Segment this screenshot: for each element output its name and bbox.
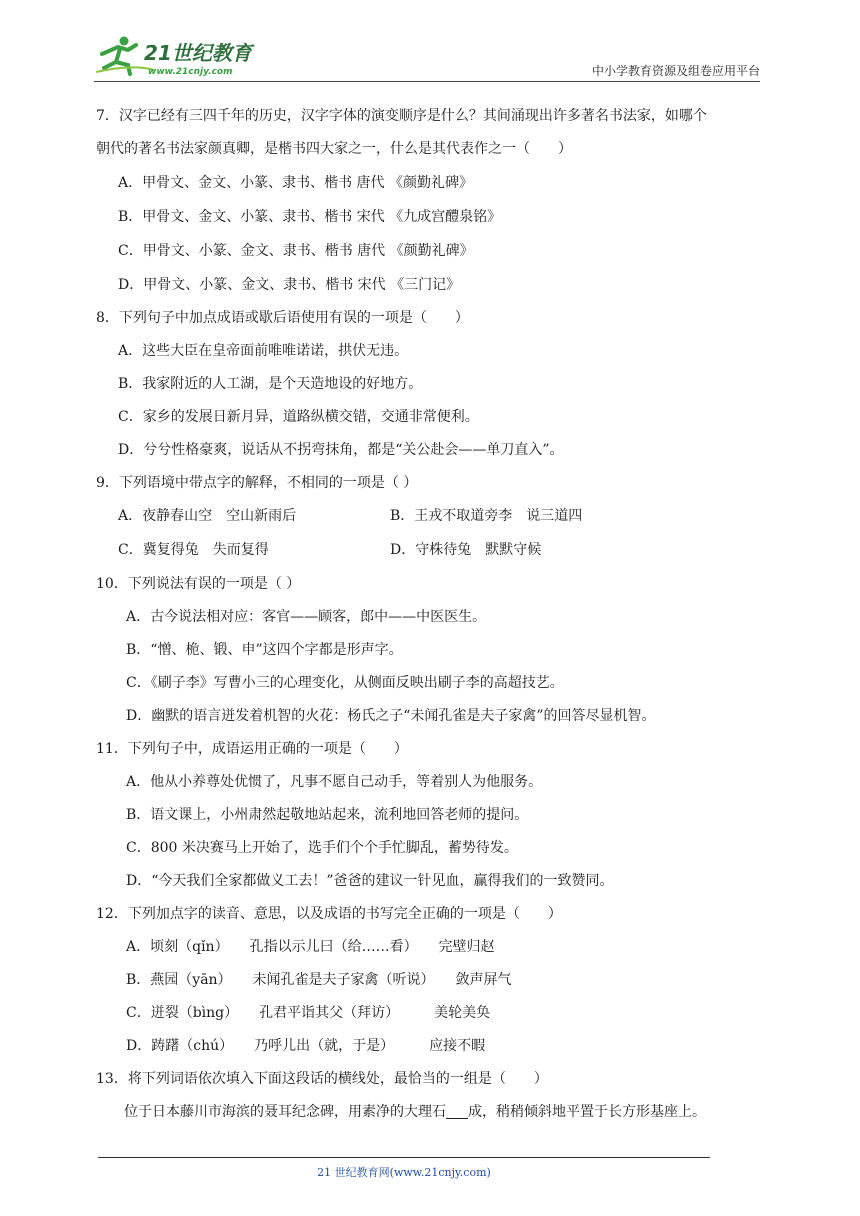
question-8 (96, 308, 762, 460)
question-7 (96, 106, 762, 295)
option-a: A．甲骨文、金文、小篆、隶书、楷书 唐代 《颜勤礼碑》 (118, 175, 474, 191)
fill-blank (446, 1104, 468, 1119)
options-row-1 (96, 506, 762, 526)
footer-text: 21 世纪教育网(www.21cnjy.com) (317, 1166, 491, 1179)
option-c: C．迸裂（bìng） 孔君平诣其父（拜访） 美轮美奂 (126, 1005, 491, 1021)
question-stem: 13．将下列词语依次填入下面这段话的横线处，最恰当的一组是（ ） (96, 1071, 548, 1087)
option-c: C．《刷子李》写曹小三的心理变化，从侧面反映出刷子李的高超技艺。 (126, 675, 564, 691)
option-b: B．甲骨文、金文、小篆、隶书、楷书 宋代 《九成宫醴泉铭》 (118, 209, 502, 225)
header-divider (94, 81, 760, 82)
question-stem-cont: 朝代的著名书法家颜真卿，是楷书四大家之一，什么是其代表作之一（ ） (96, 141, 572, 157)
question-10 (96, 574, 762, 726)
question-passage (96, 1102, 762, 1122)
question-stem: 12．下列加点字的读音、意思，以及成语的书写完全正确的一项是（ ） (96, 906, 562, 922)
option-d: D．甲骨文、小篆、金文、隶书、楷书 宋代 《三门记》 (118, 277, 461, 293)
option-d: D．“今天我们全家都做义工去！”爸爸的建议一针见血，赢得我们的一致赞同。 (126, 873, 614, 889)
option-a: A．他从小养尊处优惯了，凡事不愿自己动手，等着别人为他服务。 (126, 774, 543, 790)
option-b: B．语文课上，小州肃然起敬地站起来，流利地回答老师的提问。 (126, 807, 529, 823)
question-stem: 8．下列句子中加点成语或歇后语使用有误的一项是（ ） (96, 310, 469, 326)
question-list (96, 100, 762, 1122)
passage-before-blank: 位于日本藤川市海滨的聂耳纪念碑，用素净的大理石 (124, 1104, 446, 1120)
question-9 (96, 473, 762, 560)
question-11 (96, 739, 762, 891)
question-stem: 9．下列语境中带点字的解释，不相同的一项是（ ） (96, 475, 418, 491)
question-stem: 10．下列说法有误的一项是（ ） (96, 576, 301, 592)
option-d: D．踌躇（chú） 乃呼儿出（就，于是） 应接不暇 (126, 1038, 486, 1054)
option-a: A．顷刻（qǐn） 孔指以示儿曰（给……看） 完壁归赵 (126, 939, 495, 955)
option-a: A．古今说法相对应：客官——顾客，郎中——中医医生。 (126, 609, 487, 625)
page-header (94, 28, 760, 82)
page-footer (98, 1157, 710, 1179)
question-12 (96, 904, 762, 1056)
option-b: B．燕园（yān） 未闻孔雀是夫子家禽（听说） 敛声屏气 (126, 972, 512, 988)
platform-name: 中小学教育资源及组卷应用平台 (591, 64, 760, 78)
option-c: C．800 米决赛马上开始了，选手们个个手忙脚乱，蓄势待发。 (126, 840, 518, 856)
option-a: A．这些大臣在皇帝面前唯唯诺诺，拱伏无违。 (118, 343, 409, 359)
option-d: D．兮兮性格豪爽，说话从不拐弯抹角，都是“关公赴会——单刀直入”。 (118, 442, 564, 458)
option-c: C．家乡的发展日新月异，道路纵横交错，交通非常便利。 (118, 409, 479, 425)
option-d: D．守株待兔 默默守候 (390, 542, 542, 558)
logo-text: 21世纪教育 (144, 41, 252, 65)
logo (94, 34, 264, 78)
question-stem: 7．汉字已经有三四千年的历史，汉字字体的演变顺序是什么？其间涌现出许多著名书法家，如哪个 (96, 108, 707, 124)
option-c: C．冀复得兔 失而复得 (118, 542, 269, 558)
option-c: C．甲骨文、小篆、金文、隶书、楷书 唐代 《颜勤礼碑》 (118, 243, 474, 259)
option-b: B．“憎、桅、锻、申”这四个字都是形声字。 (126, 642, 403, 658)
passage-after-blank: 成，稍稍倾斜地平置于长方形基座上。 (468, 1104, 706, 1120)
question-stem: 11．下列句子中，成语运用正确的一项是（ ） (96, 741, 408, 757)
option-d: D．幽默的语言迸发着机智的火花：杨氏之子“未闻孔雀是夫子家禽”的回答尽显机智。 (126, 708, 656, 724)
option-b: B．王戎不取道旁李 说三道四 (390, 508, 583, 524)
logo-url: www.21cnjy.com (148, 67, 233, 77)
option-a: A．夜静春山空 空山新雨后 (118, 508, 297, 524)
question-13 (96, 1069, 762, 1122)
option-b: B．我家附近的人工湖，是个天造地设的好地方。 (118, 376, 423, 392)
options-row-2 (96, 540, 762, 560)
